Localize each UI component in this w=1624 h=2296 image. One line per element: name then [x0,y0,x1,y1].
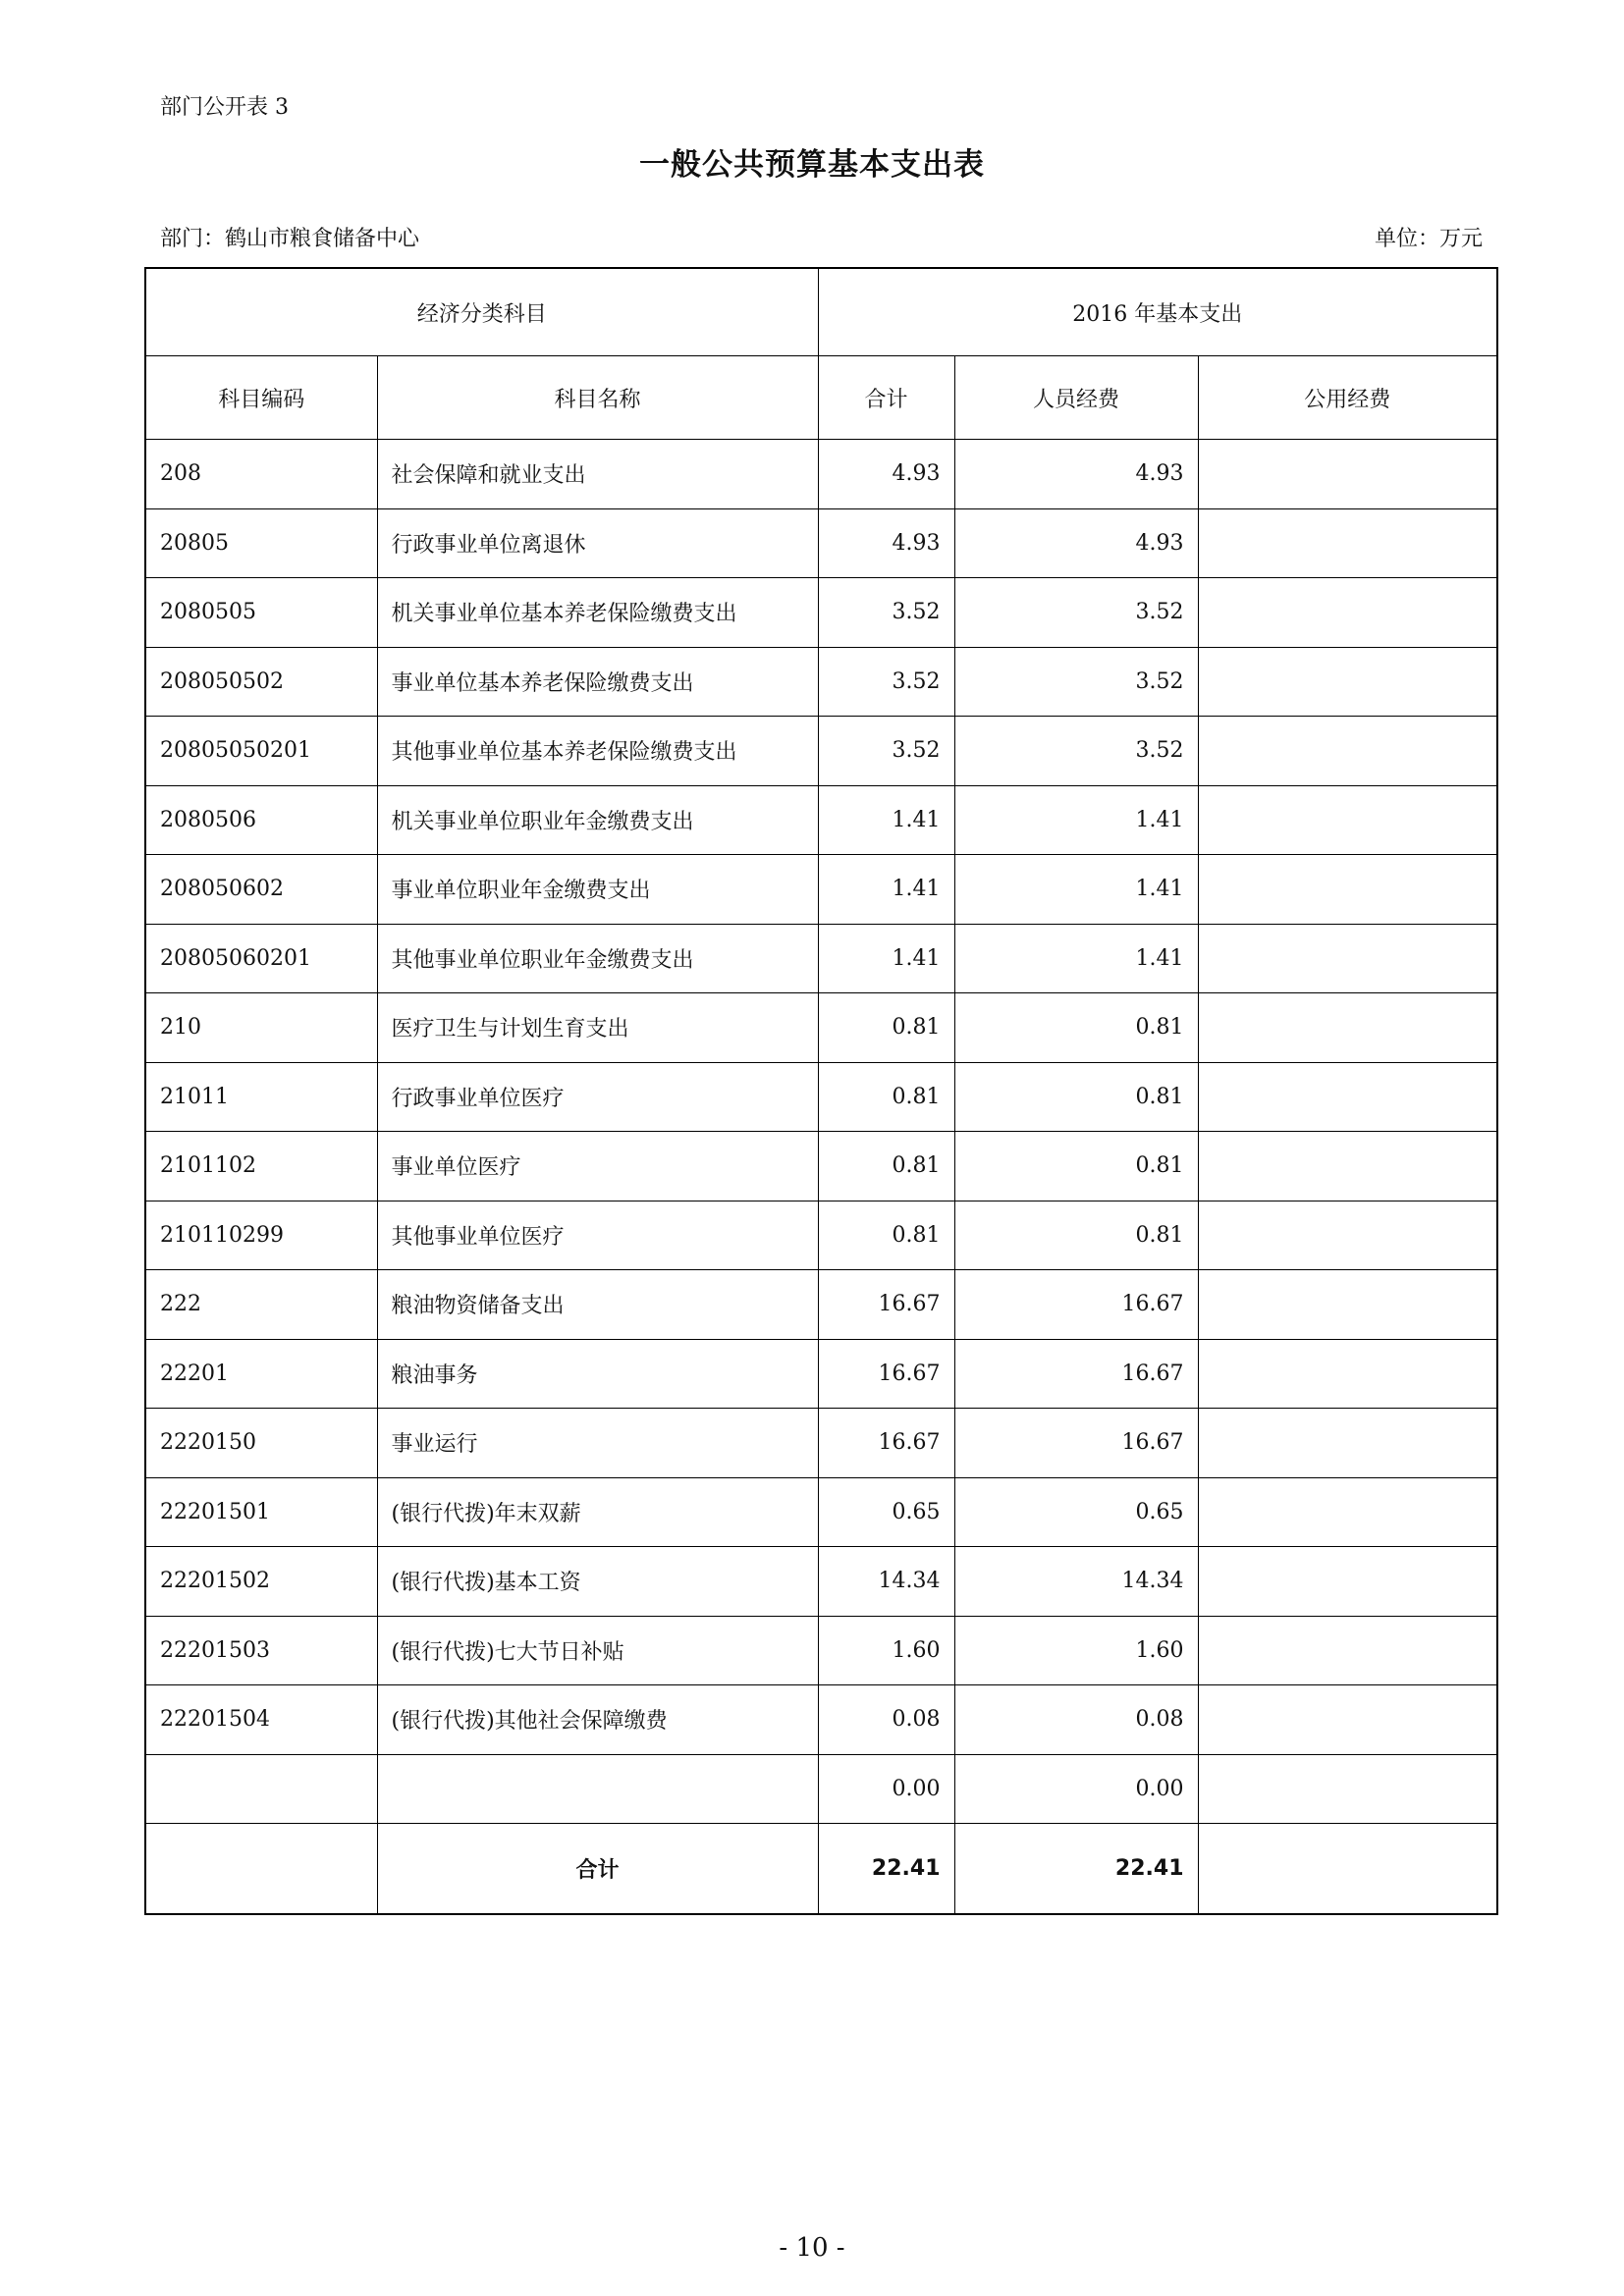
code-cell: 2080505 [145,578,377,648]
table-row [145,1477,1497,1547]
department-label: 部门：鹤山市粮食储备中心 [160,227,420,251]
code-cell: 20805050201 [145,717,377,786]
total-cell: 0.81 [818,1062,954,1132]
table-row [145,1270,1497,1340]
personnel-cell: 0.00 [954,1754,1198,1824]
column-header-total: 合计 [818,356,954,440]
name-cell: (银行代拨)其他社会保障缴费 [377,1685,818,1755]
name-cell: 行政事业单位离退休 [377,508,818,578]
column-header-personnel: 人员经费 [954,356,1198,440]
personnel-cell: 0.81 [954,993,1198,1063]
page-number: - 10 - [779,2233,845,2263]
personnel-cell: 0.81 [954,1062,1198,1132]
public-cell [1198,1201,1497,1270]
name-cell: 其他事业单位职业年金缴费支出 [377,924,818,993]
table-row [145,508,1497,578]
total-cell: 1.41 [818,924,954,993]
code-cell: 20805060201 [145,924,377,993]
personnel-cell: 0.08 [954,1685,1198,1755]
public-cell [1198,578,1497,648]
table-row [145,1132,1497,1201]
total-cell: 16.67 [818,1409,954,1478]
public-cell [1198,1685,1497,1755]
total-cell: 4.93 [818,440,954,509]
code-cell: 22201 [145,1339,377,1409]
personnel-cell: 14.34 [954,1547,1198,1617]
code-cell: 2101102 [145,1132,377,1201]
table-row [145,1616,1497,1685]
code-cell: 22201502 [145,1547,377,1617]
code-cell: 210 [145,993,377,1063]
column-header-row [145,356,1497,440]
total-personnel-cell: 22.41 [954,1824,1198,1915]
page-title: 一般公共预算基本支出表 [639,147,985,183]
name-cell: 其他事业单位医疗 [377,1201,818,1270]
table-row [145,1685,1497,1755]
code-cell: 208050502 [145,647,377,717]
total-cell: 1.41 [818,855,954,925]
name-cell: 社会保障和就业支出 [377,440,818,509]
name-cell: 机关事业单位基本养老保险缴费支出 [377,578,818,648]
name-cell: 事业单位医疗 [377,1132,818,1201]
code-cell [145,1754,377,1824]
personnel-cell: 1.60 [954,1616,1198,1685]
name-cell: (银行代拨)七大节日补贴 [377,1616,818,1685]
personnel-cell: 4.93 [954,508,1198,578]
total-cell: 0.81 [818,993,954,1063]
total-cell: 16.67 [818,1270,954,1340]
personnel-cell: 1.41 [954,785,1198,855]
total-cell: 3.52 [818,578,954,648]
public-cell [1198,508,1497,578]
total-cell: 0.81 [818,1201,954,1270]
total-cell: 16.67 [818,1339,954,1409]
table-row [145,924,1497,993]
table-row [145,578,1497,648]
group-header-row [145,268,1497,356]
budget-table [144,267,1498,1915]
column-header-code: 科目编码 [145,356,377,440]
total-cell: 1.60 [818,1616,954,1685]
code-cell: 208050602 [145,855,377,925]
name-cell: 其他事业单位基本养老保险缴费支出 [377,717,818,786]
personnel-cell: 3.52 [954,647,1198,717]
code-cell: 222 [145,1270,377,1340]
personnel-cell: 0.65 [954,1477,1198,1547]
name-cell: 机关事业单位职业年金缴费支出 [377,785,818,855]
public-cell [1198,924,1497,993]
table-row [145,1339,1497,1409]
name-cell: 粮油事务 [377,1339,818,1409]
total-blank-cell [145,1824,377,1915]
code-cell: 208 [145,440,377,509]
personnel-cell: 1.41 [954,924,1198,993]
code-cell: 21011 [145,1062,377,1132]
personnel-cell: 16.67 [954,1270,1198,1340]
name-cell: (银行代拨)基本工资 [377,1547,818,1617]
name-cell: 事业单位职业年金缴费支出 [377,855,818,925]
total-cell: 3.52 [818,717,954,786]
public-cell [1198,1616,1497,1685]
table-row [145,440,1497,509]
total-label-cell: 合计 [377,1824,818,1915]
table-row [145,1547,1497,1617]
code-cell: 20805 [145,508,377,578]
table-row [145,993,1497,1063]
name-cell: 事业单位基本养老保险缴费支出 [377,647,818,717]
table-label: 部门公开表 3 [160,95,289,120]
public-cell [1198,440,1497,509]
public-cell [1198,647,1497,717]
public-cell [1198,1547,1497,1617]
public-cell [1198,1062,1497,1132]
personnel-cell: 1.41 [954,855,1198,925]
code-cell: 2080506 [145,785,377,855]
personnel-cell: 0.81 [954,1132,1198,1201]
table-row [145,1754,1497,1824]
group-header-basic-expenditure: 2016 年基本支出 [818,268,1497,356]
total-cell: 0.81 [818,1132,954,1201]
table-row [145,1201,1497,1270]
total-cell: 4.93 [818,508,954,578]
personnel-cell: 16.67 [954,1339,1198,1409]
public-cell [1198,1339,1497,1409]
name-cell [377,1754,818,1824]
personnel-cell: 3.52 [954,578,1198,648]
total-cell: 0.00 [818,1754,954,1824]
name-cell: (银行代拨)年末双薪 [377,1477,818,1547]
code-cell: 22201503 [145,1616,377,1685]
table-row [145,785,1497,855]
total-cell: 3.52 [818,647,954,717]
total-cell: 14.34 [818,1547,954,1617]
total-row [145,1824,1497,1915]
code-cell: 22201501 [145,1477,377,1547]
code-cell: 210110299 [145,1201,377,1270]
public-cell [1198,1409,1497,1478]
total-cell: 1.41 [818,785,954,855]
personnel-cell: 0.81 [954,1201,1198,1270]
unit-label: 单位：万元 [1374,227,1483,251]
name-cell: 行政事业单位医疗 [377,1062,818,1132]
public-cell [1198,1132,1497,1201]
total-sum-cell: 22.41 [818,1824,954,1915]
personnel-cell: 3.52 [954,717,1198,786]
name-cell: 医疗卫生与计划生育支出 [377,993,818,1063]
total-public-cell [1198,1824,1497,1915]
column-header-name: 科目名称 [377,356,818,440]
table-row [145,1409,1497,1478]
public-cell [1198,785,1497,855]
column-header-public: 公用经费 [1198,356,1497,440]
table-row [145,855,1497,925]
public-cell [1198,1270,1497,1340]
table-row [145,1062,1497,1132]
public-cell [1198,1477,1497,1547]
code-cell: 2220150 [145,1409,377,1478]
table-row [145,647,1497,717]
public-cell [1198,855,1497,925]
name-cell: 粮油物资储备支出 [377,1270,818,1340]
public-cell [1198,717,1497,786]
code-cell: 22201504 [145,1685,377,1755]
table-row [145,717,1497,786]
total-cell: 0.08 [818,1685,954,1755]
personnel-cell: 4.93 [954,440,1198,509]
public-cell [1198,1754,1497,1824]
total-cell: 0.65 [818,1477,954,1547]
group-header-economic-category: 经济分类科目 [145,268,818,356]
name-cell: 事业运行 [377,1409,818,1478]
personnel-cell: 16.67 [954,1409,1198,1478]
public-cell [1198,993,1497,1063]
